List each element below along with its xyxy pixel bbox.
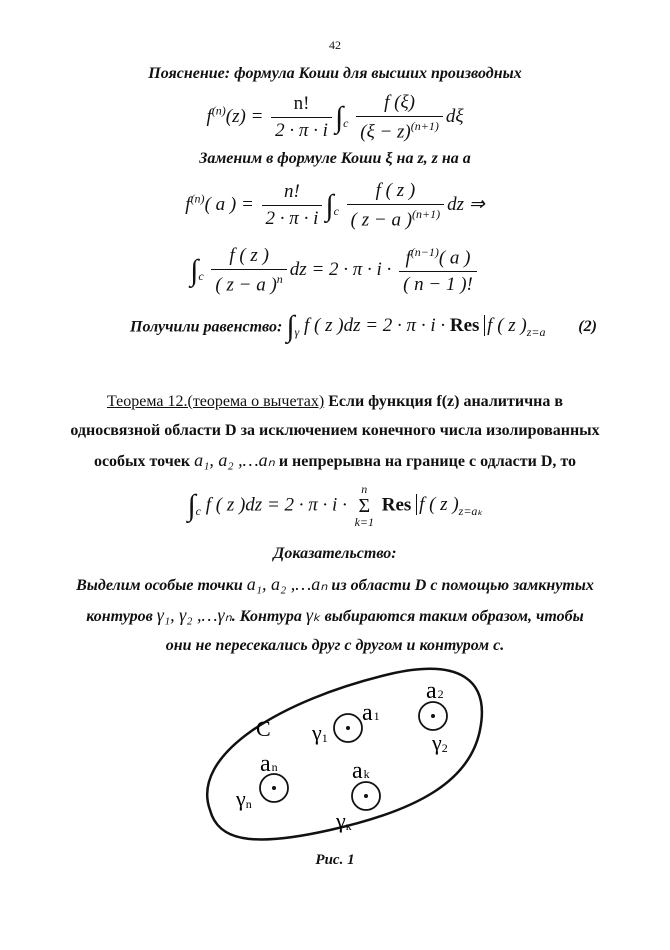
summation-upper: n [361,482,368,496]
integral-sign: ∫ [286,310,295,343]
formula-sub2-integrand [211,245,286,296]
substitution-text: Заменим в формуле Коши ξ на z, z на a [199,150,471,167]
label-gamma-n: γn [236,786,252,811]
integral-sign: ∫ [190,253,199,287]
formula-sub1-integrand [347,180,444,231]
proof-line-2-after: выбираются таким образом, чтобы [324,608,584,625]
equality-number: (2) [578,318,597,336]
proof-line-1-after: из области D с помощью замкнутых [331,577,594,594]
formula-cauchy-coeff-num: n! [271,93,332,118]
formula-sub1-integrand-num: f ( z ) [347,180,444,205]
label-an: an [260,751,278,777]
proof-line-3: они не пересекались друг с другом и контуром с. [165,637,505,654]
proof-line-1 [0,574,670,596]
formula-cauchy-coeff [271,93,332,142]
page-number: 42 [329,38,341,52]
formula-sub2-integrand-power: n [276,272,283,286]
residue-res: Res [381,494,412,516]
theorem-title: Теорема 12.(теорема о вычетах) [107,393,325,410]
label-gamma-k: γк [336,808,352,833]
theorem-line-3-after: и непрерывна на границе с одласти D, то [278,453,577,470]
formula-sub2-rhs-order: (n−1) [410,245,439,259]
equality-formula [286,310,550,343]
summation-sign: Σ [358,495,371,517]
formula-cauchy-lhs-order: (n) [211,103,226,118]
formula-sub1-diff: dz ⇒ [447,194,485,216]
formula-cauchy-integrand-den: (ξ − z) [360,121,411,143]
formula-sub1-coeff-den: 2 · π · i [265,208,319,230]
proof-line-2-before: контуров [86,608,153,625]
residue-at: z=aₖ [458,504,483,519]
proof-line-2 [0,605,670,627]
theorem-points: a₁, a₂ ,…aₙ [194,450,275,470]
label-ak: ak [352,758,370,784]
formula-sub1-integrand-den: ( z − a ) [350,209,413,231]
explanation-title: Пояснение: формула Коши для высших производных [148,65,522,82]
proof-contour-k: γₖ [305,605,321,625]
formula-substituted-1 [0,180,670,231]
theorem-line-1-text: Если функция f(z) аналитична в [324,393,563,410]
formula-sub2-rhs-arg: ( a ) [438,247,471,269]
formula-sub1-lhs: f [185,194,191,216]
formula-cauchy-integrand [356,92,443,143]
integral-sign: ∫ [187,489,196,522]
formula-cauchy-diff: dξ [445,106,464,128]
formula-sub1-coeff-num: n! [262,181,323,206]
residue-res-arg: f ( z ) [419,494,459,516]
theorem-line-3 [0,450,670,472]
formula-sub1-integrand-power: (n+1) [412,207,441,221]
formula-sub1-lhs-arg: ( a ) = [204,194,254,216]
residue-contour: c [195,504,201,519]
integral-sign: ∫ [334,100,344,134]
proof-line-2-mid: . Контура [231,608,302,625]
proof-title: Доказательство: [273,545,397,562]
theorem-line-3-before: особых точек [93,453,191,470]
theorem-line-1 [0,392,670,412]
formula-sub1-contour: c [333,203,339,218]
equality-at: z=a [526,325,546,340]
equality-line [130,310,600,344]
label-gamma-1: γ1 [312,720,328,745]
label-a2: a2 [426,678,444,704]
integral-sign: ∫ [325,188,334,222]
residue-expr: f ( z )dz = 2 · π · i · [205,494,347,516]
summation-lower: k=1 [354,515,375,529]
proof-contours: γ₁, γ₂ ,…γₙ [156,605,232,625]
formula-cauchy-contour: c [343,115,349,130]
summation [355,482,374,530]
point-a1 [346,726,350,730]
formula-cauchy-coeff-den: 2 · π · i [275,120,328,142]
formula-cauchy-integrand-power: (n+1) [410,119,439,133]
point-a2 [431,714,435,718]
formula-sub1-coeff [262,181,323,230]
equality-contour: γ [294,325,300,340]
proof-points: a₁, a₂ ,…aₙ [246,574,328,594]
region-label: C [256,716,271,741]
formula-cauchy-lhs: f [206,106,212,128]
formula-sub1-lhs-order: (n) [190,191,205,206]
equality-res-arg: f ( z ) [487,315,527,337]
point-an [272,786,276,790]
formula-cauchy-lhs-arg: (z) = [225,106,264,128]
point-ak [364,794,368,798]
formula-cauchy-integrand-num: f (ξ) [356,92,443,117]
proof-line-1-before: Выделим особые точки [76,577,243,594]
label-a1: a1 [362,700,380,726]
formula-sub2-middle: dz = 2 · π · i · [289,259,392,281]
equality-res: Res [449,315,480,337]
label-gamma-2: γ2 [432,730,448,755]
residue-formula [0,482,670,530]
formula-sub2-rhs-den: ( n − 1 )! [403,274,473,296]
theorem-line-2: односвязной области D за исключением конечного числа изолированных [70,422,600,439]
formula-sub2-integrand-num: f ( z ) [211,245,286,270]
formula-sub2-rhs [399,245,477,296]
figure-caption: Рис. 1 [315,852,355,868]
equality-label: Получили равенство: [130,318,283,336]
formula-substituted-2 [0,245,670,296]
formula-cauchy [0,92,670,143]
residue-diagram [190,660,490,850]
equality-expr: f ( z )dz = 2 · π · i · [304,315,446,337]
formula-sub2-integrand-den: ( z − a ) [215,274,277,296]
formula-sub2-contour: c [198,268,204,283]
formula-sub2-rhs-func: f [405,247,411,269]
